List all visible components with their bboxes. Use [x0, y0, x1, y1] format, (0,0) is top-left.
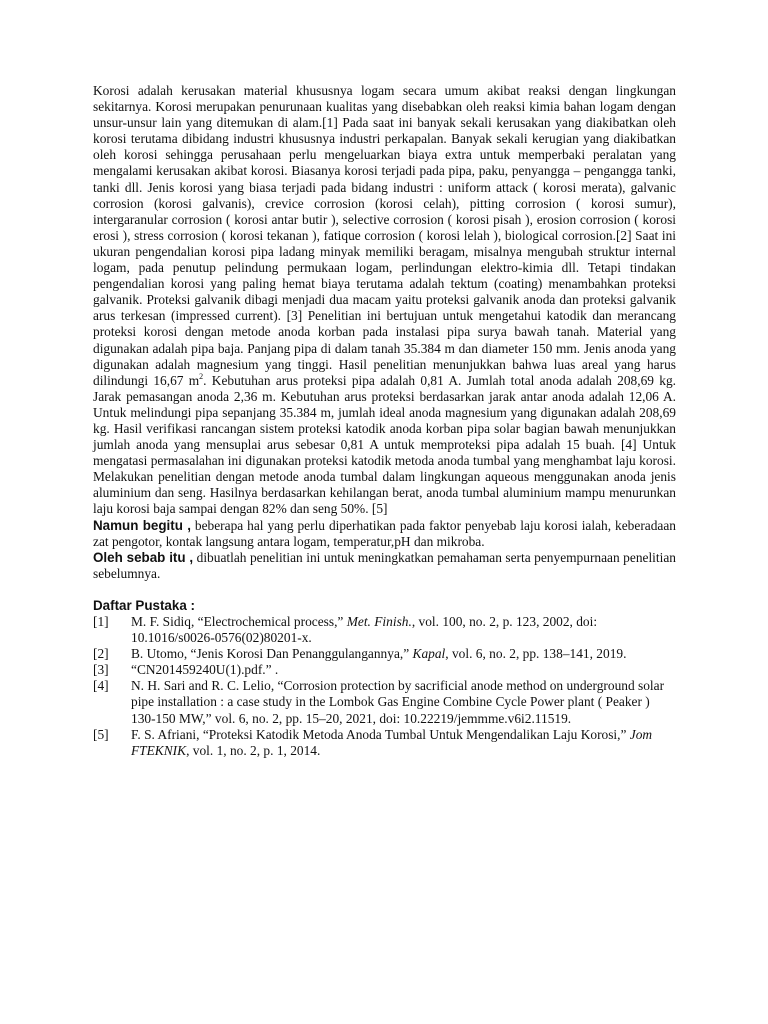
- reference-number: [3]: [93, 662, 109, 678]
- reference-number: [4]: [93, 678, 109, 694]
- reference-item: [93, 646, 676, 662]
- reference-item: [93, 727, 676, 759]
- superscript-squared: 2: [199, 371, 204, 381]
- reference-number: [1]: [93, 614, 109, 629]
- body-paragraph-factors: [93, 518, 676, 550]
- reference-number: [5]: [93, 726, 109, 742]
- reference-journal: Jom FTEKNIK: [131, 726, 653, 758]
- body-paragraph-purpose: [93, 550, 676, 582]
- reference-text-main: F. S. Afriani, “Proteksi Katodik Metoda Anoda Tumbal Untuk Mengendalikan Laju Korosi,”: [131, 726, 630, 742]
- body-paragraph-main-text-a: Korosi adalah kerusakan material khususnya logam secara umum akibat reaksi dengan lingkungan sekitarnya. Korosi merupakan penurunaan kualitas yang disebabkan oleh reaksi kimia bahan logam dengan unsur-unsur lain yang ditemukan di alam.[1] Pada saat ini banyak sekali kerusakan yang diakibatkan oleh korosi terutama dibidang industri khususnya industri perkapalan. Banyak sekali kerugian yang diakibatkan oleh korosi sehingga perusahaan perlu mengeluarkan biaya extra untuk memperbaki peralatan yang mengalami kerusakan akibat korosi. Biasanya korosi terjadi pada pipa, paku, penyangga – pengangga tanki, tanki dll. Jenis korosi yang biasa terjadi pada bidang industri : uniform attack ( korosi merata), galvanic corrosion (korosi galvanis), crevice corrosion (korosi celah), pitting corrosion ( korosi sumur), intergaranular corrosion ( korosi antar butir ), selective corrosion ( korosi pisah ), erosion corrosion ( korosi erosi ), stress corrosion ( korosi tekanan ), fatique corrosion ( korosi lelah ), biological corrosion.[2] Saat ini ukuran pengendalian korosi pipa ladang minyak memiliki beragam, misalnya mengubah struktur internal logam, pada penutup pelindung permukaan logam, perlindungan elektro-kimia dll. Tetapi tindakan pengendalian korosi yang paling hemat biaya terutama adalah tektum (coating) menambahkan proteksi galvanik. Proteksi galvanik dibagi menjadi dua macam yaitu proteksi galvanik anoda dan proteksi galvanik arus terkesan (impressed current). [3] Penelitian ini bertujuan untuk mengetahui katodik dan merancang proteksi korosi dengan metode anoda korban pada instalasi pipa surya bawah tanah. Material yang digunakan adalah pipa baja. Panjang pipa di dalam tanah 35.384 m dan diameter 150 mm. Jenis anoda yang digunakan adalah magnesium yang tinggi. Hasil penelitian menunjukkan bahwa luas areal yang harus dilindungi 16,67 m: [93, 83, 676, 388]
- section-spacer: [93, 582, 676, 598]
- reference-item: [93, 662, 676, 678]
- document-page: [93, 83, 676, 759]
- reference-journal: Met. Finish.: [346, 614, 412, 629]
- reference-text-details: , vol. 6, no. 2, pp. 138–141, 2019.: [445, 646, 627, 662]
- body-paragraph-main: [93, 83, 676, 518]
- reference-text-main: B. Utomo, “Jenis Korosi Dan Penanggulangannya,”: [131, 646, 413, 662]
- reference-item: [93, 678, 676, 726]
- reference-text: [131, 727, 676, 759]
- reference-text-details: , vol. 1, no. 2, p. 1, 2014.: [186, 742, 321, 758]
- body-paragraph-main-text-b: . Kebutuhan arus proteksi pipa adalah 0,81 A. Jumlah total anoda adalah 208,69 kg. Jarak pemasangan anoda 2,36 m. Kebutuhan arus proteksi berdasarkan jarak antar anoda adalah 12,06 A. Untuk melindungi pipa sepanjang 35.384 m, jumlah ideal anoda magnesium yang digunakan adalah 208,69 kg. Hasil verifikasi rancangan sistem proteksi katodik anoda korban pipa solar bagian bawah menunjukkan jumlah anoda yang mensuplai arus sebesar 0,81 A untuk memproteksi pipa adalah 15 buah. [4] Untuk mengatasi permasalahan ini digunakan proteksi katodik metoda anoda tumbal yang menghambat laju korosi. Melakukan penelitian dengan metode anoda tumbal dalam lingkungan aqueous menggunakan anoda jenis aluminium dan seng. Hasilnya berdasarkan kehilangan berat, anoda tumbal aluminium mampu menurunkan laju korosi baja sampai dengan 82% dan seng 50%. [5]: [93, 372, 676, 517]
- reference-number: [2]: [93, 646, 109, 662]
- reference-journal: Kapal: [412, 646, 446, 662]
- reference-text: [131, 678, 676, 726]
- reference-text-main: “CN201459240U(1).pdf.” .: [131, 662, 279, 678]
- paragraph-factors-text: beberapa hal yang perlu diperhatikan pada faktor penyebab laju korosi ialah, keberadaan zat pengotor, kontak langsung antara logam, temperatur,pH dan mikroba.: [93, 517, 676, 549]
- reference-text: [131, 662, 676, 678]
- reference-text-main: M. F. Sidiq, “Electrochemical process,”: [131, 614, 347, 629]
- paragraph-lead-namun-begitu: Namun begitu ,: [93, 517, 191, 533]
- references-list: [93, 614, 676, 759]
- reference-text-main: N. H. Sari and R. C. Lelio, “Corrosion protection by sacrificial anode method on underground solar pipe installation : a case study in the Lombok Gas Engine Combine Cycle Power plant ( Peaker ) 130-150 MW,” vol. 6, no. 2, pp. 15–20, 2021, doi: 10.22219/jemmme.v6i2.11519.: [131, 678, 665, 726]
- reference-text-details: , vol. 100, no. 2, p. 123, 2002, doi: 10.1016/s0026-0576(02)80201-x.: [131, 614, 598, 646]
- references-heading: Daftar Pustaka :: [93, 597, 195, 613]
- reference-item: [93, 614, 676, 646]
- reference-text: [131, 614, 676, 646]
- reference-text: [131, 646, 676, 662]
- paragraph-purpose-text: dibuatlah penelitian ini untuk meningkatkan pemahaman serta penyempurnaan penelitian sebelumnya.: [93, 549, 676, 581]
- paragraph-lead-oleh-sebab-itu: Oleh sebab itu ,: [93, 549, 194, 565]
